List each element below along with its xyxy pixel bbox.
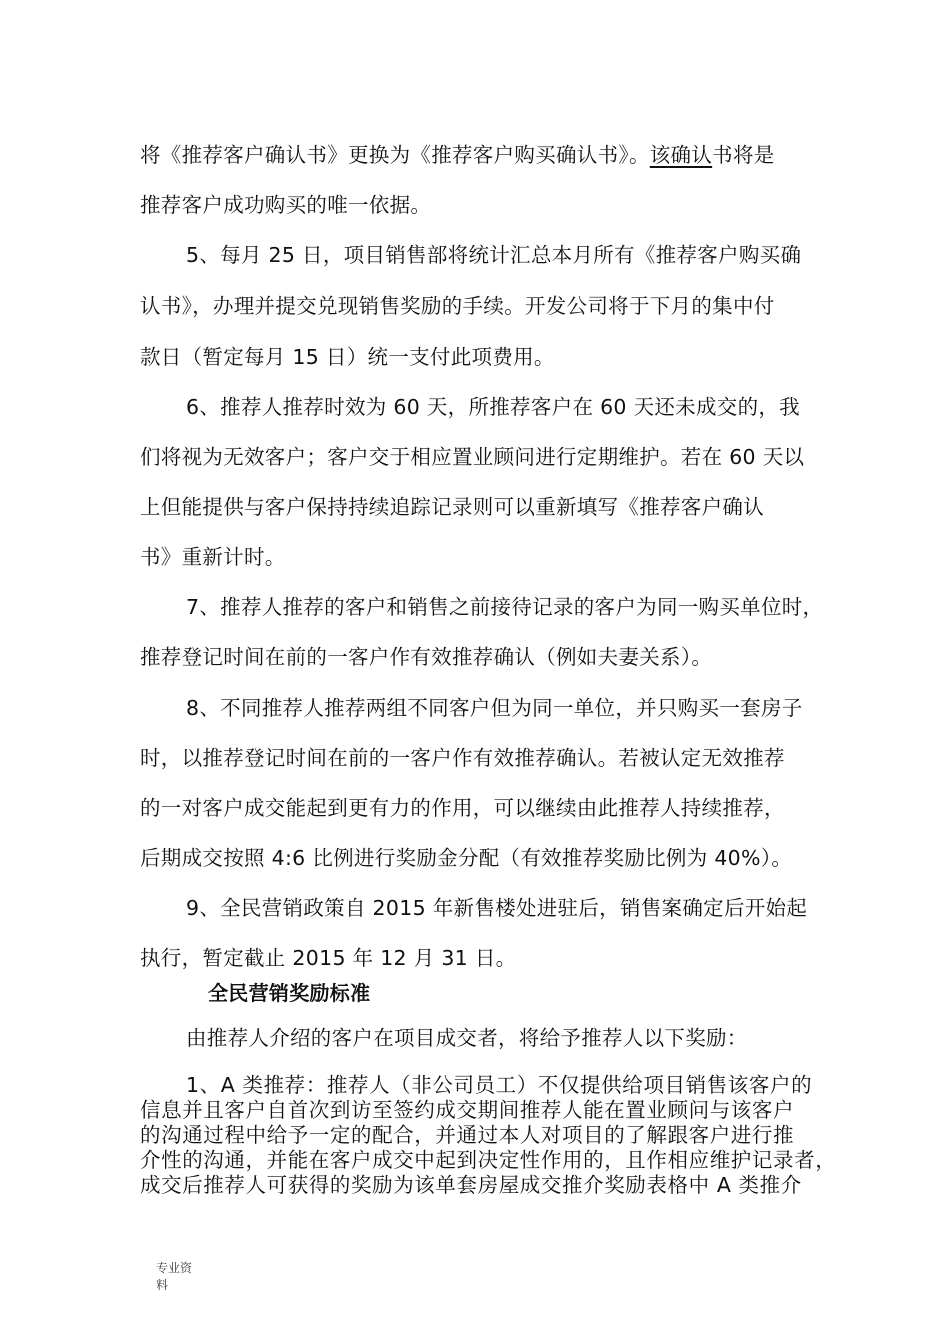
- text-span: 书将是: [712, 143, 775, 167]
- paragraph-9-line-2: 执行，暂定截止 2015 年 12 月 31 日。: [140, 946, 517, 970]
- section-heading: 全民营销奖励标准: [208, 981, 371, 1005]
- a-type-line-1: 1、A 类推荐：推荐人（非公司员工）不仅提供给项目销售该客户的: [186, 1073, 813, 1097]
- intro-paragraph: 由推荐人介绍的客户在项目成交者，将给予推荐人以下奖励：: [186, 1026, 748, 1050]
- paragraph-6-line-3: 上但能提供与客户保持持续追踪记录则可以重新填写《推荐客户确认: [140, 495, 764, 519]
- paragraph-4-line-1: [140, 138, 775, 168]
- footer-line-1: 专业资: [156, 1261, 193, 1275]
- paragraph-6-line-2: 们将视为无效客户；客户交于相应置业顾问进行定期维护。若在 60 天以: [140, 445, 805, 469]
- paragraph-8-line-4: 后期成交按照 4:6 比例进行奖励金分配（有效推荐奖励比例为 40%）。: [140, 846, 793, 870]
- paragraph-6-line-1: 6、推荐人推荐时效为 60 天，所推荐客户在 60 天还未成交的，我: [186, 395, 800, 419]
- footer-line-2: 料: [156, 1278, 169, 1292]
- underlined-text: 该确认: [649, 143, 713, 167]
- page-footer: [156, 1260, 192, 1294]
- paragraph-7-line-2: 推荐登记时间在前的一客户作有效推荐确认（例如夫妻关系）。: [140, 645, 713, 669]
- a-type-line-2: 信息并且客户自首次到访至签约成交期间推荐人能在置业顾问与该客户: [140, 1098, 795, 1122]
- paragraph-5-line-1: 5、每月 25 日，项目销售部将统计汇总本月所有《推荐客户购买确: [186, 243, 802, 267]
- a-type-line-5: 成交后推荐人可获得的奖励为该单套房屋成交推介奖励表格中 A 类推介: [140, 1173, 802, 1197]
- paragraph-8-line-3: 的一对客户成交能起到更有力的作用，可以继续由此推荐人持续推荐，: [140, 796, 785, 820]
- paragraph-6-line-4: 书》重新计时。: [140, 545, 286, 569]
- a-type-line-3: 的沟通过程中给予一定的配合，并通过本人对项目的了解跟客户进行推: [140, 1123, 795, 1147]
- paragraph-5-line-3: 款日（暂定每月 15 日）统一支付此项费用。: [140, 345, 555, 369]
- paragraph-8-line-2: 时，以推荐登记时间在前的一客户作有效推荐确认。若被认定无效推荐: [140, 746, 785, 770]
- paragraph-8-line-1: 8、不同推荐人推荐两组不同客户但为同一单位，并只购买一套房子: [186, 696, 803, 720]
- paragraph-9-line-1: 9、全民营销政策自 2015 年新售楼处进驻后，销售案确定后开始起: [186, 896, 808, 920]
- paragraph-5-line-2: 认书》，办理并提交兑现销售奖励的手续。开发公司将于下月的集中付: [140, 294, 775, 318]
- paragraph-7-line-1: 7、推荐人推荐的客户和销售之前接待记录的客户为同一购买单位时，: [186, 595, 824, 619]
- text-span: 将《推荐客户确认书》更换为《推荐客户购买确认书》。: [140, 143, 650, 167]
- paragraph-4-line-2: 推荐客户成功购买的唯一依据。: [140, 193, 432, 217]
- a-type-line-4: 介性的沟通，并能在客户成交中起到决定性作用的，且作相应维护记录者，: [140, 1148, 837, 1172]
